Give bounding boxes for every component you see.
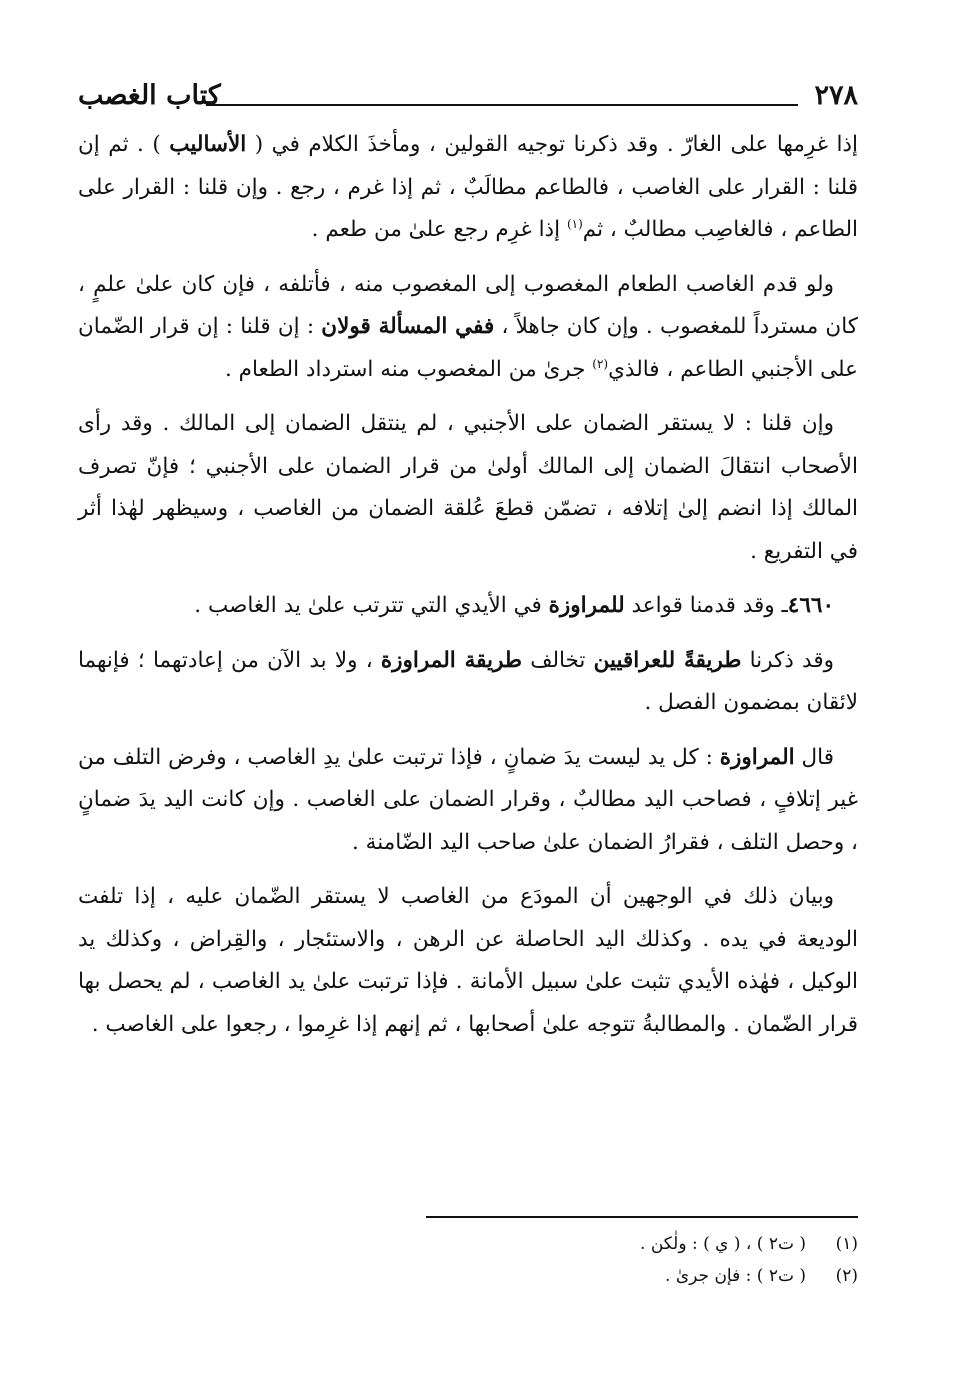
main-text — [78, 124, 858, 1046]
text-run: وقد ذكرنا — [741, 647, 834, 673]
paragraph — [78, 585, 858, 628]
bold-term: ففي المسألة قولان — [321, 314, 495, 339]
text-run: تخالف — [521, 647, 594, 673]
text-run: جرىٰ من المغصوب منه استرداد الطعام . — [225, 356, 593, 382]
footnote — [78, 1228, 858, 1260]
document-page — [78, 80, 858, 1340]
text-run: ) . ثم إن قلنا : القرار على الغاصب ، فالطاعم مطالَبٌ ، ثم إذا غرم ، رجع . وإن قلنا : القرار على الطاعم ، فالغاصِب مطالبٌ ، ثم — [78, 132, 858, 242]
page-header — [78, 80, 858, 124]
footnote-marker: (١) — [566, 216, 583, 231]
bold-term: المراوزة — [719, 744, 795, 770]
text-run: وإن قلنا : لا يستقر الضمان على الأجنبي ، لم ينتقل الضمان إلى المالك . وقد رأى الأصحاب انتقالَ الضمان إلى المالك أولىٰ من قرار الضمان على الأجنبي ؛ فإنّ تصرف المالك إذا انضم إلىٰ إتلافه ، تضمّن قطعَ عُلقة الضمان من الغاصب ، وسيظهر لهٰذا أثر في التفريع . — [78, 411, 858, 564]
footnote-rule — [426, 1216, 858, 1218]
text-run: ، ولا بد الآن من إعادتهما ؛ فإنهما لائقان بمضمون الفصل . — [78, 647, 858, 715]
footnote-number: (٢) — [835, 1266, 858, 1286]
bold-term: طريقةً للعراقيين — [593, 647, 742, 673]
bold-term: الأساليب — [169, 132, 247, 157]
paragraph — [78, 264, 858, 392]
footnote-text: ( ت٢ ) ، ( ي ) : ولٰكن . — [640, 1234, 806, 1254]
footnote-marker: (٢) — [592, 356, 609, 371]
book-title: كتاب الغصب — [78, 80, 221, 111]
page-number: ٢٧٨ — [814, 80, 858, 111]
footnote — [78, 1260, 858, 1292]
bold-term: ٤٦٦٠ — [787, 593, 834, 618]
text-run: إذا غرِم رجع علىٰ من طعم . — [311, 217, 567, 242]
text-run: : كل يد ليست يدَ ضمانٍ ، فإذا ترتبت علىٰ يدِ الغاصب ، وفرض التلف من غير إتلافٍ ، فصاحب اليد مطالبٌ ، وقرار الضمان على الغاصب . وإن كانت اليد يدَ ضمانٍ ، وحصل التلف ، فقرارُ الضمان علىٰ صاحب اليد الضّامنة . — [78, 744, 858, 855]
paragraph — [78, 640, 858, 725]
text-run: ولو قدم الغاصب الطعام المغصوب إلى المغصوب منه ، فأتلفه ، فإن كان علىٰ علمٍ ، كان مسترداً للمغصوب . وإن كان جاهلاً ، — [78, 271, 858, 339]
paragraph — [78, 876, 858, 1046]
footnote-text: ( ت٢ ) : فإن جرىٰ . — [665, 1266, 806, 1286]
text-run: وبيان ذلك في الوجهين أن المودَع من الغاصب لا يستقر الضّمان عليه ، إذا تلفت الوديعة في يده . وكذلك اليد الحاصلة عن الرهن ، والاستئجار ، والقِراض ، وكذلك يد الوكيل ، فهٰذه الأيدي تثبت علىٰ سبيل الأمانة . فإذا ترتبت علىٰ يد الغاصب ، لم يحصل بها قرار الضّمان . والمطالبةُ تتوجه علىٰ أصحابها ، ثم إنهم إذا غرِموا ، رجعوا على الغاصب . — [78, 884, 858, 1037]
footnote-number: (١) — [835, 1234, 858, 1254]
text-run: : إن قلنا : إن قرار الضّمان على الأجنبي الطاعم ، فالذي — [78, 314, 858, 382]
bold-term: للمراوزة — [548, 593, 625, 618]
paragraph — [78, 737, 858, 865]
text-run: في الأيدي التي تترتب علىٰ يد الغاصب . — [194, 593, 549, 618]
paragraph — [78, 124, 858, 252]
footnotes — [78, 1228, 858, 1292]
bold-term: طريقة المراوزة — [380, 647, 522, 673]
text-run: قال — [794, 744, 834, 770]
text-run: إذا غرِمها على الغارّ . وقد ذكرنا توجيه القولين ، ومأخذَ الكلام في ( — [246, 132, 858, 157]
text-run: ـ وقد قدمنا قواعد — [624, 593, 788, 618]
paragraph — [78, 403, 858, 573]
header-rule — [206, 104, 798, 106]
